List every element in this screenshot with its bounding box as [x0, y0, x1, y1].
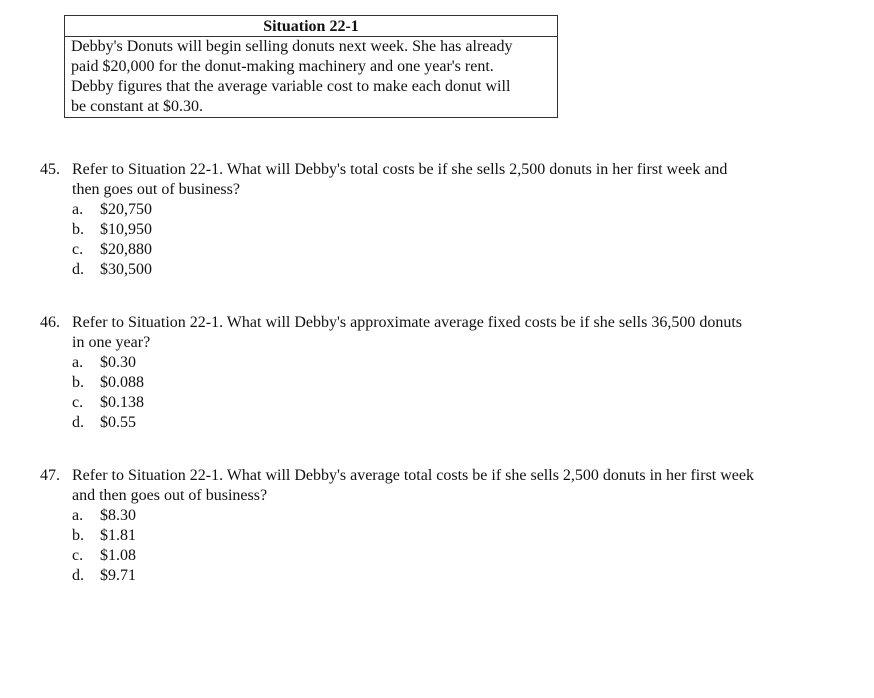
- option-text: $0.55: [100, 414, 136, 431]
- option-text: $1.08: [100, 547, 136, 564]
- situation-line: Debby's Donuts will begin selling donuts next week. She has already: [71, 38, 513, 55]
- situation-title: Situation 22-1: [65, 16, 557, 37]
- option-letter: b.: [72, 221, 84, 238]
- option-text: $30,500: [100, 261, 152, 278]
- option-text: $20,750: [100, 201, 152, 218]
- situation-body: [65, 37, 557, 117]
- question-number: 46.: [40, 314, 60, 331]
- option-letter: d.: [72, 414, 84, 431]
- answer-option[interactable]: [72, 220, 820, 240]
- option-letter: c.: [72, 547, 84, 564]
- question-stem: [40, 313, 820, 353]
- option-text: $20,880: [100, 241, 152, 258]
- answer-option[interactable]: [72, 566, 820, 586]
- question-46: [40, 313, 820, 433]
- option-text: $1.81: [100, 527, 136, 544]
- option-letter: d.: [72, 567, 84, 584]
- question-text-line: Refer to Situation 22-1. What will Debby's approximate average fixed costs be if she sells 36,500 donuts: [72, 314, 742, 331]
- question-number: 47.: [40, 467, 60, 484]
- option-letter: a.: [72, 201, 84, 218]
- answer-options: [40, 200, 820, 280]
- question-47: [40, 466, 820, 586]
- answer-option[interactable]: [72, 240, 820, 260]
- answer-option[interactable]: [72, 393, 820, 413]
- question-stem: [40, 466, 820, 506]
- option-letter: b.: [72, 374, 84, 391]
- option-letter: a.: [72, 354, 84, 371]
- question-number: 45.: [40, 161, 60, 178]
- question-text: [72, 160, 820, 200]
- situation-line: paid $20,000 for the donut-making machinery and one year's rent.: [71, 58, 494, 75]
- option-text: $9.71: [100, 567, 136, 584]
- option-text: $10,950: [100, 221, 152, 238]
- option-letter: d.: [72, 261, 84, 278]
- answer-options: [40, 506, 820, 586]
- situation-line: Debby figures that the average variable cost to make each donut will: [71, 78, 511, 95]
- answer-option[interactable]: [72, 260, 820, 280]
- answer-option[interactable]: [72, 506, 820, 526]
- option-letter: c.: [72, 394, 84, 411]
- answer-option[interactable]: [72, 526, 820, 546]
- question-text: [72, 313, 820, 353]
- option-text: $0.30: [100, 354, 136, 371]
- answer-option[interactable]: [72, 546, 820, 566]
- option-letter: a.: [72, 507, 84, 524]
- question-stem: [40, 160, 820, 200]
- question-text: [72, 466, 820, 506]
- answer-option[interactable]: [72, 353, 820, 373]
- situation-box: [64, 15, 558, 118]
- option-text: $8.30: [100, 507, 136, 524]
- situation-line: be constant at $0.30.: [71, 98, 203, 115]
- option-letter: b.: [72, 527, 84, 544]
- option-text: $0.138: [100, 394, 144, 411]
- option-letter: c.: [72, 241, 84, 258]
- answer-option[interactable]: [72, 413, 820, 433]
- answer-option[interactable]: [72, 373, 820, 393]
- question-text-line: then goes out of business?: [72, 181, 240, 198]
- answer-option[interactable]: [72, 200, 820, 220]
- question-text-line: Refer to Situation 22-1. What will Debby's average total costs be if she sells 2,500 donuts in her first week: [72, 467, 754, 484]
- question-45: [40, 160, 820, 280]
- question-text-line: and then goes out of business?: [72, 487, 268, 504]
- question-text-line: in one year?: [72, 334, 151, 351]
- option-text: $0.088: [100, 374, 144, 391]
- question-text-line: Refer to Situation 22-1. What will Debby's total costs be if she sells 2,500 donuts in her first week and: [72, 161, 728, 178]
- answer-options: [40, 353, 820, 433]
